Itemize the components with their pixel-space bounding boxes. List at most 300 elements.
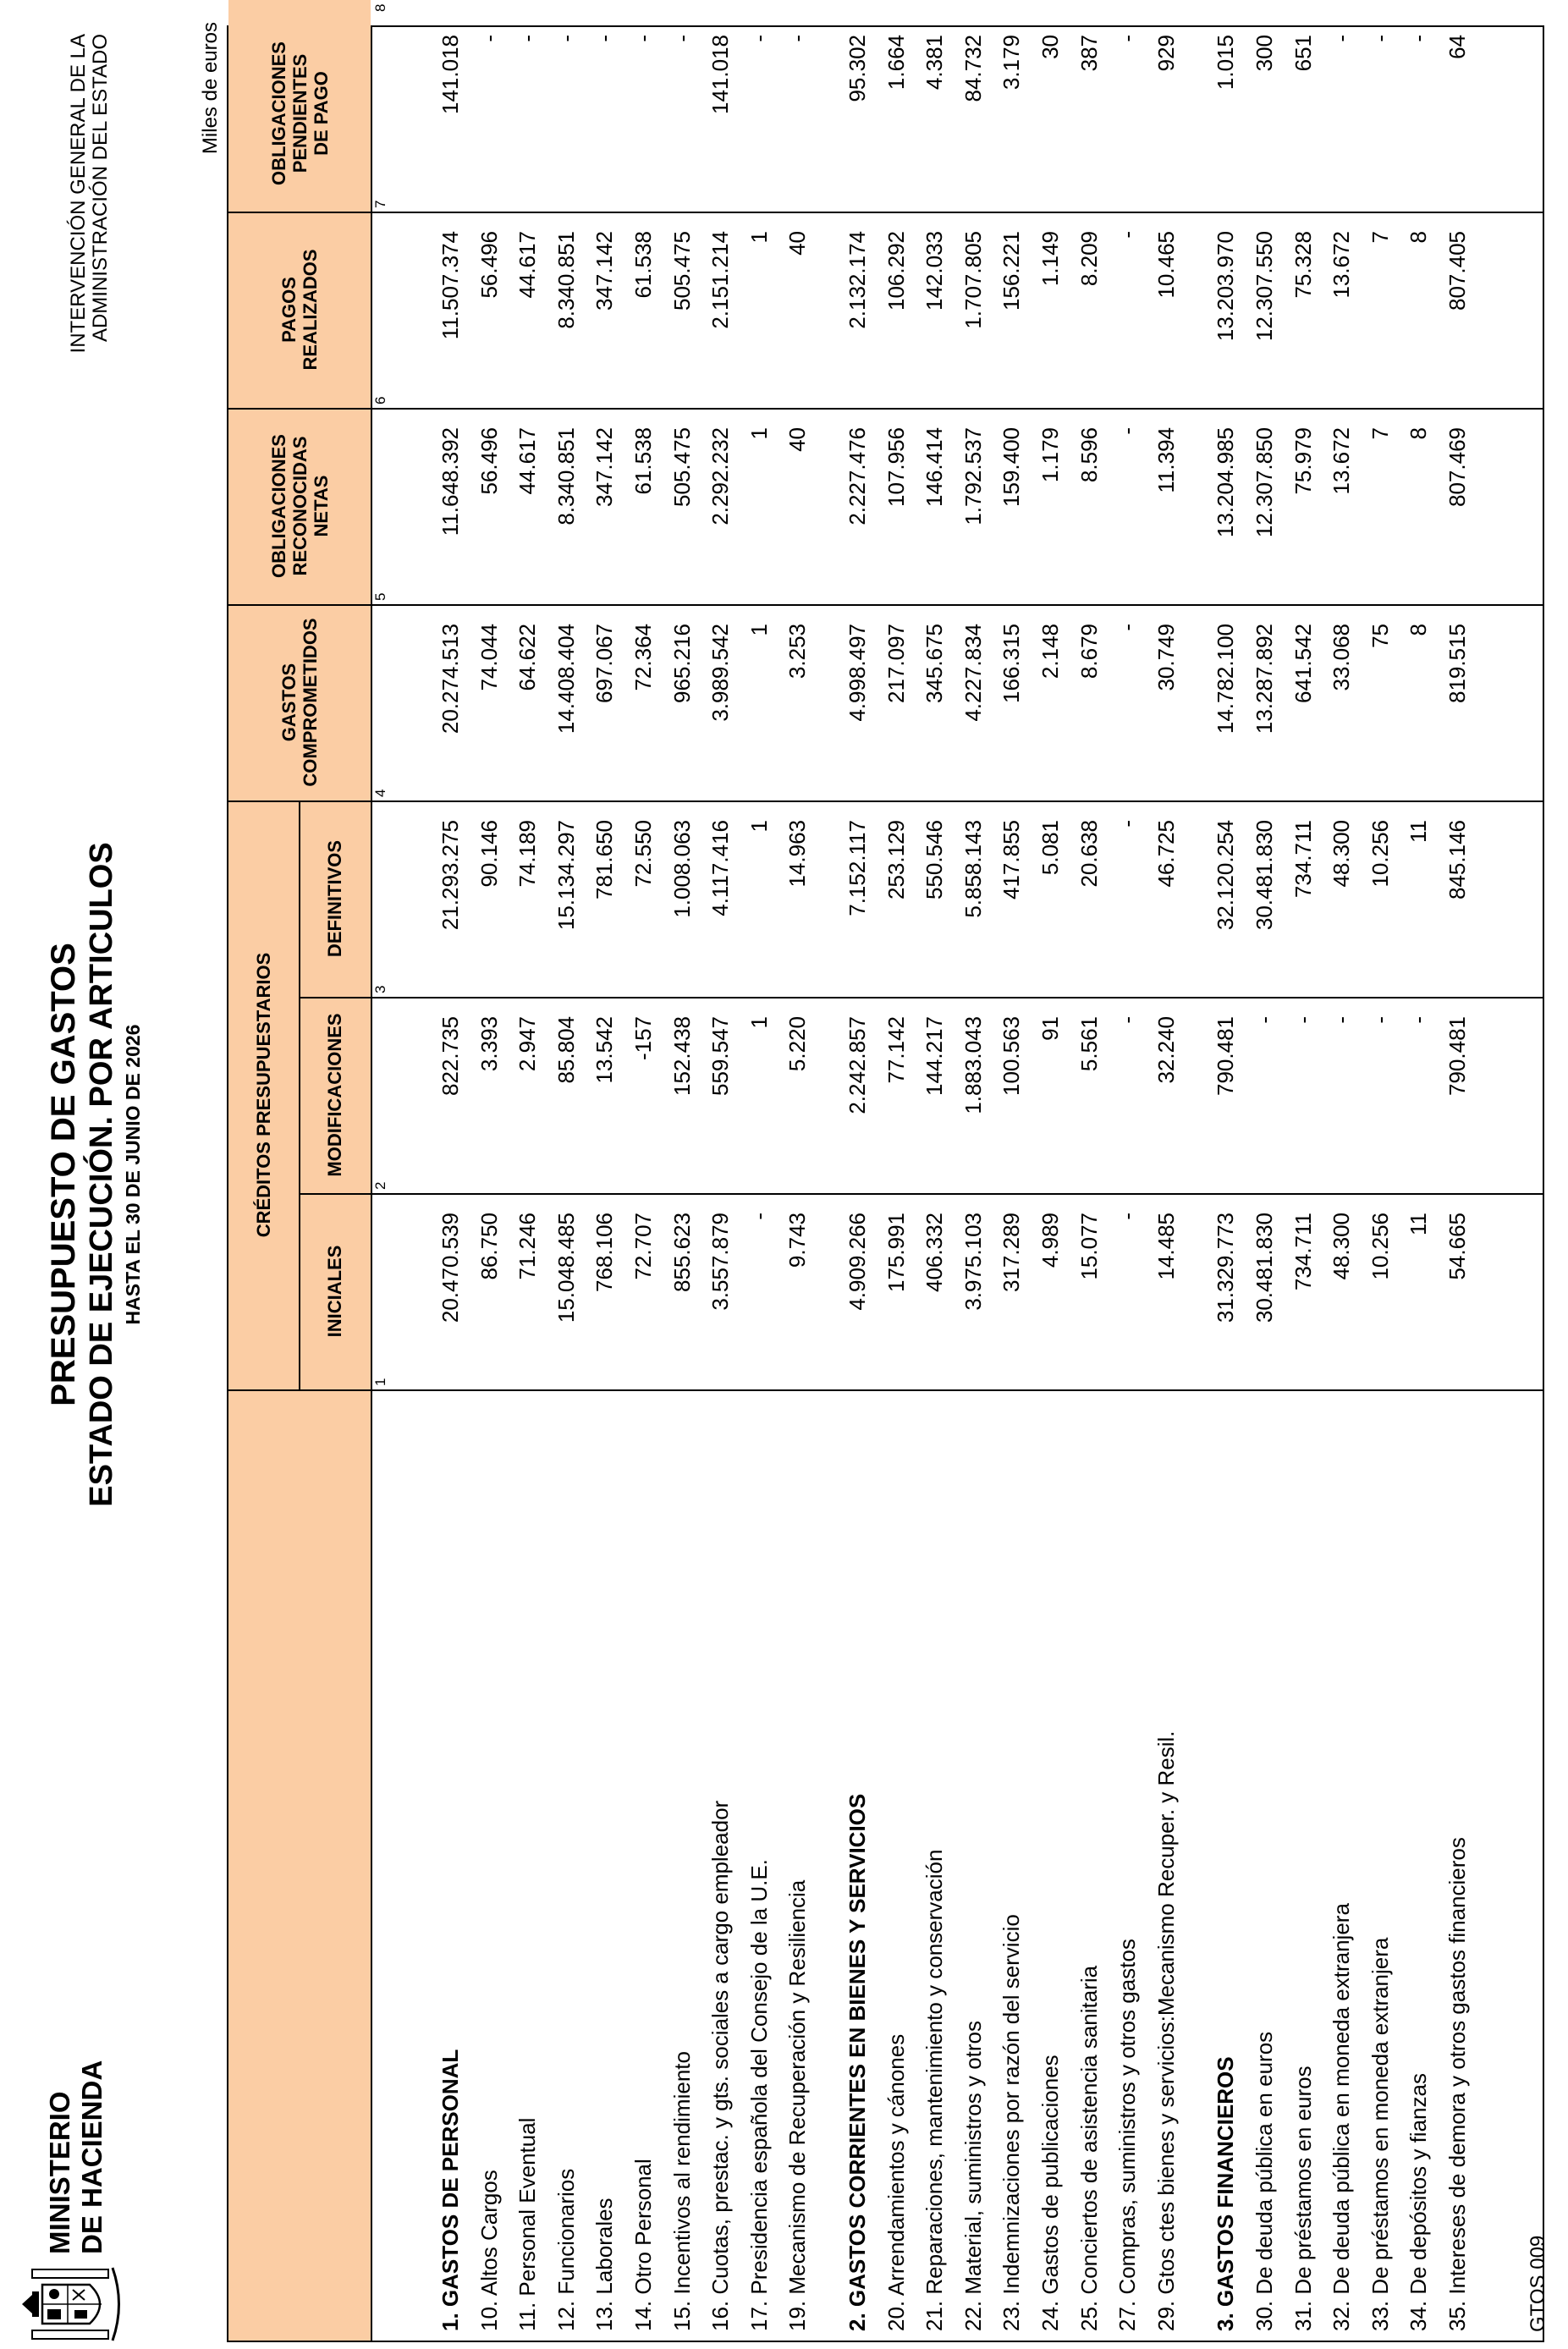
row-value-col-8	[993, 0, 1031, 25]
row-value-col-4: 64.622	[514, 624, 541, 691]
row-value-col-8	[1323, 0, 1361, 25]
row-value-col-3: 20.638	[1076, 820, 1102, 888]
row-value-col-3: 21.293.275	[437, 820, 463, 931]
row-label: 31. De préstamos en euros	[1290, 2066, 1316, 2331]
row-label: 14. Otro Personal	[630, 2159, 656, 2331]
header-pagos-realizados	[228, 212, 371, 408]
footer-code: GTOS 009	[1527, 2235, 1549, 2332]
col-number-3: 3	[372, 985, 388, 993]
row-value-col-1: 4.909.266	[845, 1213, 870, 1311]
row-value-col-5: 1.179	[1037, 427, 1063, 483]
row-value-col-4: 13.287.892	[1252, 624, 1277, 734]
row-value-col-5: -	[1114, 427, 1141, 435]
row-value-col-2: -	[1252, 1016, 1277, 1024]
row-value-col-6: 8	[1406, 231, 1432, 244]
row-value-col-5: 2.227.476	[845, 427, 870, 525]
row-value-col-5: 11.394	[1153, 427, 1179, 493]
row-value-col-6: 505.475	[668, 231, 695, 311]
title-line-3: HASTA EL 30 DE JUNIO DE 2026	[122, 1024, 144, 1325]
table-row	[878, 27, 916, 2341]
row-value-col-8	[1070, 0, 1109, 25]
row-value-col-5: 107.956	[883, 427, 909, 507]
row-value-col-5: 347.142	[591, 427, 618, 507]
row-value-col-6: 61.538	[630, 231, 656, 299]
header-creditos	[228, 800, 299, 1389]
row-value-col-4: 8	[1406, 624, 1432, 636]
row-value-col-2: 85.804	[553, 1016, 579, 1084]
row-value-col-4: 819.515	[1444, 624, 1470, 703]
row-value-col-5: 807.469	[1444, 427, 1470, 507]
row-value-col-2: 91	[1037, 1016, 1063, 1041]
row-value-col-1: 86.750	[476, 1213, 502, 1280]
row-value-col-2: -	[1329, 1016, 1355, 1024]
row-value-col-8	[509, 0, 547, 25]
row-value-col-6: 13.672	[1329, 231, 1355, 299]
row-value-col-2: 3.393	[476, 1016, 502, 1072]
table-row	[624, 27, 663, 2341]
row-label: 21. Reparaciones, mantenimiento y conservación	[922, 1849, 948, 2331]
row-value-col-5: 8.340.851	[553, 427, 579, 525]
table-row	[1109, 27, 1147, 2341]
row-label: 32. De deuda pública en moneda extranjera	[1329, 1903, 1355, 2331]
row-value-col-8	[839, 0, 877, 25]
row-value-col-3: 1	[745, 820, 772, 833]
row-value-col-7: 1.015	[1213, 35, 1239, 91]
row-value-col-4: 166.315	[999, 624, 1025, 703]
row-value-col-2: -157	[630, 1016, 656, 1061]
row-value-col-3: 1.008.063	[668, 820, 695, 918]
row-value-col-3: -	[1114, 820, 1141, 828]
header-obl-line-1: OBLIGACIONES	[267, 434, 289, 578]
row-value-col-3: 253.129	[883, 820, 909, 899]
row-value-col-8	[1439, 0, 1477, 25]
header-obl-line-2: RECONOCIDAS	[289, 436, 311, 576]
header-iniciales-label: INICIALES	[324, 1245, 345, 1338]
row-value-col-5: 2.292.232	[707, 427, 734, 525]
table-row	[1400, 27, 1438, 2341]
row-value-col-1: 15.077	[1076, 1213, 1102, 1280]
row-value-col-4: 217.097	[883, 624, 909, 703]
table-row	[839, 27, 877, 2341]
row-value-col-8	[955, 0, 993, 25]
header-pagos-line-2: REALIZADOS	[300, 249, 321, 371]
header-modificaciones	[299, 997, 371, 1193]
row-value-col-6: 10.465	[1153, 231, 1179, 299]
table-row	[1362, 27, 1400, 2341]
row-value-col-2: 13.542	[591, 1016, 618, 1084]
row-value-col-2: -	[1367, 1016, 1393, 1024]
row-value-col-7: -	[514, 35, 541, 42]
row-value-col-8	[778, 0, 817, 25]
row-value-col-4: 72.364	[630, 624, 656, 691]
table-row	[1070, 27, 1109, 2341]
row-value-col-4: 8.679	[1076, 624, 1102, 679]
row-value-col-5: 40	[784, 427, 811, 452]
row-value-col-5: 7	[1367, 427, 1393, 440]
row-value-col-7: -	[476, 35, 502, 42]
row-label: 30. De deuda pública en euros	[1252, 2031, 1277, 2331]
col-number-8: 8	[372, 3, 388, 12]
row-value-col-7: 1.664	[883, 35, 909, 91]
row-value-col-8	[1147, 0, 1186, 25]
row-value-col-7: -	[1329, 35, 1355, 42]
row-value-col-7: 651	[1290, 35, 1316, 72]
row-label: 35. Intereses de demora y otros gastos financieros	[1444, 1837, 1470, 2331]
row-value-col-7: -	[1114, 35, 1141, 42]
row-value-col-1: 31.329.773	[1213, 1213, 1239, 1323]
row-value-col-8	[1207, 0, 1245, 25]
table-row	[1207, 27, 1245, 2341]
title-line-2: ESTADO DE EJECUCIÓN. POR ARTICULOS	[84, 842, 119, 1507]
row-value-col-5: 1	[745, 427, 772, 440]
row-value-col-2: 559.547	[707, 1016, 734, 1096]
row-value-col-8	[1400, 0, 1438, 25]
row-value-col-8	[740, 0, 778, 25]
row-value-col-3: 15.134.297	[553, 820, 579, 931]
row-value-col-8	[1362, 0, 1400, 25]
header-gastos-comprometidos	[228, 604, 371, 800]
row-value-col-1: 30.481.830	[1252, 1213, 1277, 1323]
row-value-col-1: 54.665	[1444, 1213, 1470, 1280]
row-value-col-7: 387	[1076, 35, 1102, 72]
table-row	[778, 27, 817, 2341]
row-value-col-3: 734.711	[1290, 820, 1316, 899]
row-value-col-1: 3.975.103	[960, 1213, 986, 1311]
row-label: 29. Gtos ctes bienes y servicios:Mecanismo Recuper. y Resil.	[1153, 1730, 1179, 2331]
header-remanentes	[228, 0, 371, 15]
row-label: 34. De depósitos y fianzas	[1406, 2073, 1432, 2331]
row-value-col-7: 84.732	[960, 35, 986, 102]
row-value-col-8	[624, 0, 663, 25]
ministry-line-1: MINISTERIO	[44, 2091, 75, 2254]
row-value-col-3: 11	[1406, 820, 1432, 843]
col-number-2: 2	[372, 1181, 388, 1190]
table-row	[1032, 27, 1070, 2341]
row-value-col-2: 2.947	[514, 1016, 541, 1072]
table-row	[586, 27, 624, 2341]
table-row	[470, 27, 509, 2341]
row-label: 10. Altos Cargos	[476, 2170, 502, 2331]
row-value-col-6: 13.203.970	[1213, 231, 1239, 342]
row-value-col-2: 1	[745, 1016, 772, 1029]
table-row	[1323, 27, 1361, 2341]
units-note: Miles de euros	[199, 22, 222, 155]
row-value-col-8	[663, 0, 701, 25]
row-value-col-3: 417.855	[999, 820, 1025, 899]
creditos-split-rule	[299, 800, 300, 1389]
issuing-office	[68, 34, 112, 626]
row-label: 1. GASTOS DE PERSONAL	[437, 2049, 463, 2331]
row-label: 16. Cuotas, prestac. y gts. sociales a cargo empleador	[707, 1800, 734, 2331]
header-pend-line-2: PENDIENTES	[289, 53, 311, 173]
row-value-col-2: 2.242.857	[845, 1016, 870, 1114]
row-value-col-5: 1.792.537	[960, 427, 986, 525]
row-value-col-5: 13.204.985	[1213, 427, 1239, 538]
row-label: 22. Material, suministros y otros	[960, 2020, 986, 2331]
row-value-col-5: 61.538	[630, 427, 656, 495]
header-pagos-line-1: PAGOS	[278, 277, 300, 343]
table-row	[701, 27, 740, 2341]
row-value-col-1: 11	[1406, 1213, 1432, 1235]
row-value-col-5: 146.414	[922, 427, 948, 507]
row-value-col-8	[1246, 0, 1284, 25]
row-value-col-5: 12.307.850	[1252, 427, 1277, 538]
row-label: 3. GASTOS FINANCIEROS	[1213, 2056, 1239, 2331]
table-row	[993, 27, 1031, 2341]
header-creditos-label: CRÉDITOS PRESUPUESTARIOS	[253, 952, 274, 1238]
row-value-col-6: 75.328	[1290, 231, 1316, 299]
row-value-col-6: 56.496	[476, 231, 502, 299]
table-row	[1285, 27, 1323, 2341]
header-iniciales	[299, 1193, 371, 1389]
row-value-col-3: 5.858.143	[960, 820, 986, 918]
row-value-col-6: 40	[784, 231, 811, 256]
row-value-col-7: 929	[1153, 35, 1179, 72]
row-value-col-8	[432, 0, 470, 25]
issuing-office-line-2: ADMINISTRACIÓN DEL ESTADO	[89, 34, 112, 343]
row-value-col-2: 5.220	[784, 1016, 811, 1072]
row-value-col-8	[586, 0, 624, 25]
row-value-col-5: 13.672	[1329, 427, 1355, 495]
row-value-col-8	[701, 0, 740, 25]
row-value-col-6: 807.405	[1444, 231, 1470, 311]
row-label: 17. Presidencia española del Consejo de la U.E.	[745, 1859, 772, 2331]
row-value-col-7: 141.018	[437, 35, 463, 114]
row-value-col-7: -	[784, 35, 811, 42]
row-label: 19. Mecanismo de Recuperación y Resiliencia	[784, 1879, 811, 2331]
row-value-col-1: 406.332	[922, 1213, 948, 1292]
col-number-5: 5	[372, 592, 388, 601]
col-number-1: 1	[372, 1378, 388, 1386]
row-label: 13. Laborales	[591, 2198, 618, 2331]
row-value-col-2: 100.563	[999, 1016, 1025, 1096]
table-row	[1439, 27, 1477, 2341]
row-value-col-6: 1.149	[1037, 231, 1063, 287]
row-value-col-5: 8.596	[1076, 427, 1102, 483]
row-value-col-1: 10.256	[1367, 1213, 1393, 1280]
row-value-col-4: 20.274.513	[437, 624, 463, 734]
row-value-col-4: 75	[1367, 624, 1393, 648]
row-value-col-2: 144.217	[922, 1016, 948, 1096]
row-value-col-6: 44.617	[514, 231, 541, 299]
title-line-1: PRESUPUESTO DE GASTOS	[45, 943, 82, 1406]
row-value-col-1: -	[745, 1213, 772, 1220]
row-value-col-4: 4.998.497	[845, 624, 870, 722]
row-value-col-5: 8	[1406, 427, 1432, 440]
table-row	[1147, 27, 1186, 2341]
header-gastos-line-2: COMPROMETIDOS	[300, 618, 321, 787]
table-row	[663, 27, 701, 2341]
row-value-col-6: 2.151.214	[707, 231, 734, 329]
row-value-col-6: 12.307.550	[1252, 231, 1277, 342]
row-value-col-8	[547, 0, 586, 25]
row-value-col-6: 142.033	[922, 231, 948, 311]
row-value-col-1: 4.989	[1037, 1213, 1063, 1268]
row-value-col-2: 790.481	[1444, 1016, 1470, 1096]
table-row	[432, 27, 470, 2341]
row-value-col-4: 30.749	[1153, 624, 1179, 691]
row-value-col-1: 3.557.879	[707, 1213, 734, 1311]
row-value-col-3: 90.146	[476, 820, 502, 888]
row-value-col-7: -	[745, 35, 772, 42]
row-value-col-7: 141.018	[707, 35, 734, 114]
row-value-col-6: 1	[745, 231, 772, 244]
row-value-col-3: 48.300	[1329, 820, 1355, 888]
row-value-col-4: 641.542	[1290, 624, 1316, 703]
table-row	[740, 27, 778, 2341]
row-label: 12. Funcionarios	[553, 2168, 579, 2331]
ministry-line-2: DE HACIENDA	[76, 2060, 107, 2254]
row-value-col-7: 3.179	[999, 35, 1025, 91]
row-value-col-6: 106.292	[883, 231, 909, 311]
row-value-col-1: 9.743	[784, 1213, 811, 1268]
col-number-7: 7	[372, 200, 388, 208]
row-value-col-1: 71.246	[514, 1213, 541, 1280]
row-value-col-6: 8.209	[1076, 231, 1102, 287]
row-value-col-7: 95.302	[845, 35, 870, 102]
table-row	[916, 27, 954, 2341]
row-value-col-4: 74.044	[476, 624, 502, 691]
row-label: 24. Gastos de publicaciones	[1037, 2055, 1063, 2331]
row-value-col-8	[1285, 0, 1323, 25]
row-value-col-4: 14.408.404	[553, 624, 579, 734]
table-row	[509, 27, 547, 2341]
issuing-office-line-1: INTERVENCIÓN GENERAL DE LA	[67, 34, 90, 354]
row-label: 23. Indemnizaciones por razón del servicio	[999, 1914, 1025, 2331]
row-value-col-2: 790.481	[1213, 1016, 1239, 1096]
row-value-col-1: 317.289	[999, 1213, 1025, 1292]
row-label: 2. GASTOS CORRIENTES EN BIENES Y SERVICIOS	[845, 1793, 870, 2331]
row-value-col-1: -	[1114, 1213, 1141, 1220]
row-value-col-6: 11.507.374	[437, 231, 463, 340]
row-value-col-3: 32.120.254	[1213, 820, 1239, 931]
header-obl-line-3: NETAS	[310, 475, 332, 537]
row-value-col-2: 152.438	[668, 1016, 695, 1096]
row-value-col-2: 5.561	[1076, 1016, 1102, 1072]
row-value-col-5: 56.496	[476, 427, 502, 495]
row-value-col-3: 72.550	[630, 820, 656, 888]
row-label: 11. Personal Eventual	[514, 2117, 541, 2331]
row-value-col-7: 4.381	[922, 35, 948, 91]
row-value-col-7: -	[630, 35, 656, 42]
header-definitivos	[299, 800, 371, 997]
row-value-col-4: -	[1114, 624, 1141, 631]
header-blank-cell	[228, 1389, 371, 2341]
row-value-col-4: 3.989.542	[707, 624, 734, 722]
row-value-col-1: 855.623	[668, 1213, 695, 1292]
row-value-col-2: -	[1114, 1016, 1141, 1024]
header-definitivos-label: DEFINITIVOS	[324, 839, 345, 958]
row-value-col-7: -	[591, 35, 618, 42]
row-value-col-7: -	[1406, 35, 1432, 42]
row-value-col-1: 734.711	[1290, 1213, 1316, 1291]
row-value-col-5: 505.475	[668, 427, 695, 507]
header-pend-line-3: DE PAGO	[310, 71, 332, 156]
header-pend-line-1: OBLIGACIONES	[267, 41, 289, 185]
row-value-col-3: 7.152.117	[845, 820, 870, 916]
row-value-col-6: 347.142	[591, 231, 618, 311]
row-value-col-1: 20.470.539	[437, 1213, 463, 1323]
col-number-6: 6	[372, 396, 388, 404]
row-value-col-1: 14.485	[1153, 1213, 1179, 1280]
row-value-col-4: 2.148	[1037, 624, 1063, 679]
row-value-col-4: 4.227.834	[960, 624, 986, 722]
row-value-col-4: 3.253	[784, 624, 811, 679]
table-row	[1246, 27, 1284, 2341]
header-pendientes-pago	[228, 15, 371, 212]
row-value-col-3: 14.963	[784, 820, 811, 888]
row-value-col-2: 1.883.043	[960, 1016, 986, 1114]
header-obligaciones-netas	[228, 408, 371, 604]
row-value-col-3: 10.256	[1367, 820, 1393, 888]
row-label: 20. Arrendamientos y cánones	[883, 2033, 909, 2331]
row-value-col-4: 14.782.100	[1213, 624, 1239, 734]
row-value-col-7: -	[1367, 35, 1393, 42]
row-value-col-1: 768.106	[591, 1213, 618, 1292]
row-value-col-6: 8.340.851	[553, 231, 579, 329]
row-value-col-4: 697.067	[591, 624, 618, 703]
row-value-col-5: 159.400	[999, 427, 1025, 507]
row-value-col-3: 5.081	[1037, 820, 1063, 876]
row-value-col-2: -	[1406, 1016, 1432, 1024]
row-value-col-6: 1.707.805	[960, 231, 986, 329]
row-value-col-2: 32.240	[1153, 1016, 1179, 1084]
table-row	[955, 27, 993, 2341]
row-value-col-3: 30.481.830	[1252, 820, 1277, 931]
row-value-col-2: 77.142	[883, 1016, 909, 1084]
row-value-col-8	[916, 0, 954, 25]
row-value-col-1: 175.991	[883, 1213, 909, 1292]
row-value-col-5: 75.979	[1290, 427, 1316, 495]
row-value-col-8	[1032, 0, 1070, 25]
row-value-col-3: 845.146	[1444, 820, 1470, 899]
header-gastos-line-1: GASTOS	[278, 663, 300, 742]
row-value-col-3: 550.546	[922, 820, 948, 899]
budget-table	[227, 3, 1544, 2342]
row-value-col-7: -	[668, 35, 695, 42]
row-value-col-3: 74.189	[514, 820, 541, 888]
row-value-col-1: 15.048.485	[553, 1213, 579, 1323]
row-value-col-7: 300	[1252, 35, 1277, 72]
row-value-col-3: 781.650	[591, 820, 618, 899]
row-value-col-1: 72.707	[630, 1213, 656, 1280]
row-value-col-7: 64	[1444, 35, 1470, 59]
row-value-col-3: 46.725	[1153, 820, 1179, 888]
row-value-col-4: 965.216	[668, 624, 695, 703]
row-value-col-4: 345.675	[922, 624, 948, 703]
row-label: 15. Incentivos al rendimiento	[668, 2051, 695, 2331]
row-value-col-5: 44.617	[514, 427, 541, 495]
row-value-col-3: 4.117.416	[707, 820, 734, 916]
row-value-col-7: -	[553, 35, 579, 42]
row-value-col-5: 11.648.392	[437, 427, 463, 536]
row-value-col-6: 2.132.174	[845, 231, 870, 329]
row-value-col-2: 822.735	[437, 1016, 463, 1096]
row-value-col-7: 30	[1037, 35, 1063, 59]
row-value-col-6: -	[1114, 231, 1141, 239]
row-value-col-4: 33.068	[1329, 624, 1355, 691]
row-label: 27. Compras, suministros y otros gastos	[1114, 1939, 1141, 2331]
row-value-col-8	[1109, 0, 1147, 25]
table-row	[547, 27, 586, 2341]
row-value-col-2: -	[1290, 1016, 1316, 1024]
row-value-col-6: 7	[1367, 231, 1393, 244]
header-modificaciones-label: MODIFICACIONES	[324, 1013, 345, 1177]
col-number-4: 4	[372, 789, 388, 797]
row-value-col-4: 1	[745, 624, 772, 636]
row-value-col-8	[878, 0, 916, 25]
row-label: 33. De préstamos en moneda extranjera	[1367, 1937, 1393, 2331]
